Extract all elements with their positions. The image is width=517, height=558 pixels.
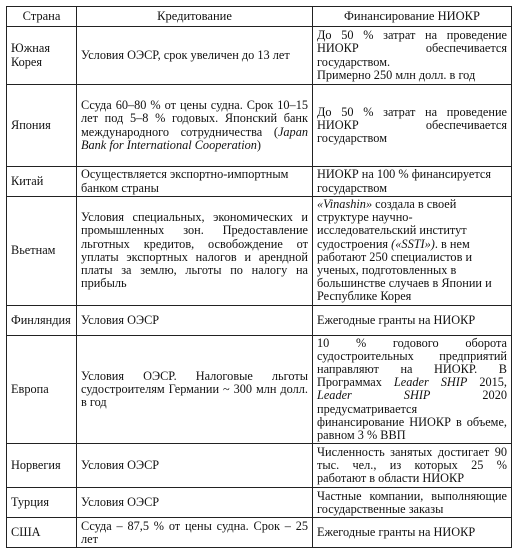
credit-cell — [77, 85, 313, 167]
credit-cell: Осуществляется экспортно-импортным банком страны — [77, 167, 313, 197]
credit-text: ) — [256, 137, 262, 152]
table-row — [7, 444, 512, 488]
header-credit: Кредитование — [77, 7, 313, 27]
rnd-italic-text: Leader SHIP — [393, 375, 468, 390]
rnd-italic-text: Leader SHIP — [317, 388, 431, 403]
rnd-cell — [313, 197, 512, 306]
country-cell: Южная Корея — [7, 27, 77, 85]
credit-cell: Ссуда – 87,5 % от цены судна. Срок – 25 лет — [77, 518, 313, 548]
rnd-cell: НИОКР на 100 % финансируется государством — [313, 167, 512, 197]
rnd-text: До 50 % затрат на проведение НИОКР обеспечивается государством. — [317, 28, 507, 69]
credit-text: Ссуда 60–80 % от цены судна. Срок 10–15 лет под 5–8 % годовых. Японский банк международного сотрудничества ( — [81, 98, 308, 139]
rnd-text: создала в своей структуре научно-исследовательский институт судостроения — [317, 197, 467, 251]
rnd-text: Примерно 250 млн долл. в год — [317, 67, 476, 82]
credit-cell: Условия специальных, экономических и промышленных зон. Предоставление льготных кредитов, освобождение от уплаты экспортных налогов и арендной платы за землю, льготы по налогу на прибыль — [77, 197, 313, 306]
country-cell: Европа — [7, 335, 77, 444]
rnd-text: 10 % годового оборота судостроительных предприятий направляют на НИОКР. В Программах — [317, 335, 507, 390]
table-row — [7, 335, 512, 444]
country-cell: Китай — [7, 167, 77, 197]
table-row — [7, 488, 512, 518]
rnd-cell — [313, 27, 512, 85]
rnd-text: 2020 предусматривается финансирование НИОКР в объеме, равном 3 % ВВП — [317, 388, 507, 443]
credit-cell: Условия ОЭСР. Налоговые льготы судостроителям Германии ~ 300 млн долл. в год — [77, 335, 313, 444]
rnd-cell: Численность занятых достигает 90 тыс. чел., из которых 25 % работают в области НИОКР — [313, 444, 512, 488]
table-row — [7, 305, 512, 335]
credit-italic-text: Japan Bank for International Cooperation — [81, 124, 308, 152]
rnd-cell — [313, 335, 512, 444]
rnd-text: 2015, — [467, 375, 507, 390]
rnd-cell: Ежегодные гранты на НИОКР — [313, 518, 512, 548]
shipbuilding-support-table — [6, 6, 512, 548]
table-row — [7, 518, 512, 548]
country-cell: Вьетнам — [7, 197, 77, 306]
table-row — [7, 85, 512, 167]
rnd-cell: Частные компании, выполняющие государственные заказы — [313, 488, 512, 518]
country-cell: Норвегия — [7, 444, 77, 488]
table-row — [7, 197, 512, 306]
country-cell: США — [7, 518, 77, 548]
header-rnd: Финансирование НИОКР — [313, 7, 512, 27]
rnd-text: . в нем работают 250 специалистов и ученых, подготовленных в большинстве случаев в Японии и Республике Корея — [317, 236, 492, 304]
country-cell: Финляндия — [7, 305, 77, 335]
country-cell: Япония — [7, 85, 77, 167]
rnd-cell: Ежегодные гранты на НИОКР — [313, 305, 512, 335]
credit-cell: Условия ОЭСР — [77, 488, 313, 518]
table-row — [7, 167, 512, 197]
table-row — [7, 27, 512, 85]
header-row — [7, 7, 512, 27]
rnd-cell: До 50 % затрат на проведение НИОКР обеспечивается государством — [313, 85, 512, 167]
header-country: Страна — [7, 7, 77, 27]
rnd-italic-text: «Vinashin» — [317, 197, 373, 211]
rnd-italic-text: («SSTI») — [391, 236, 435, 251]
credit-cell: Условия ОЭСР, срок увеличен до 13 лет — [77, 27, 313, 85]
credit-cell: Условия ОЭСР — [77, 444, 313, 488]
credit-cell: Условия ОЭСР — [77, 305, 313, 335]
country-cell: Турция — [7, 488, 77, 518]
